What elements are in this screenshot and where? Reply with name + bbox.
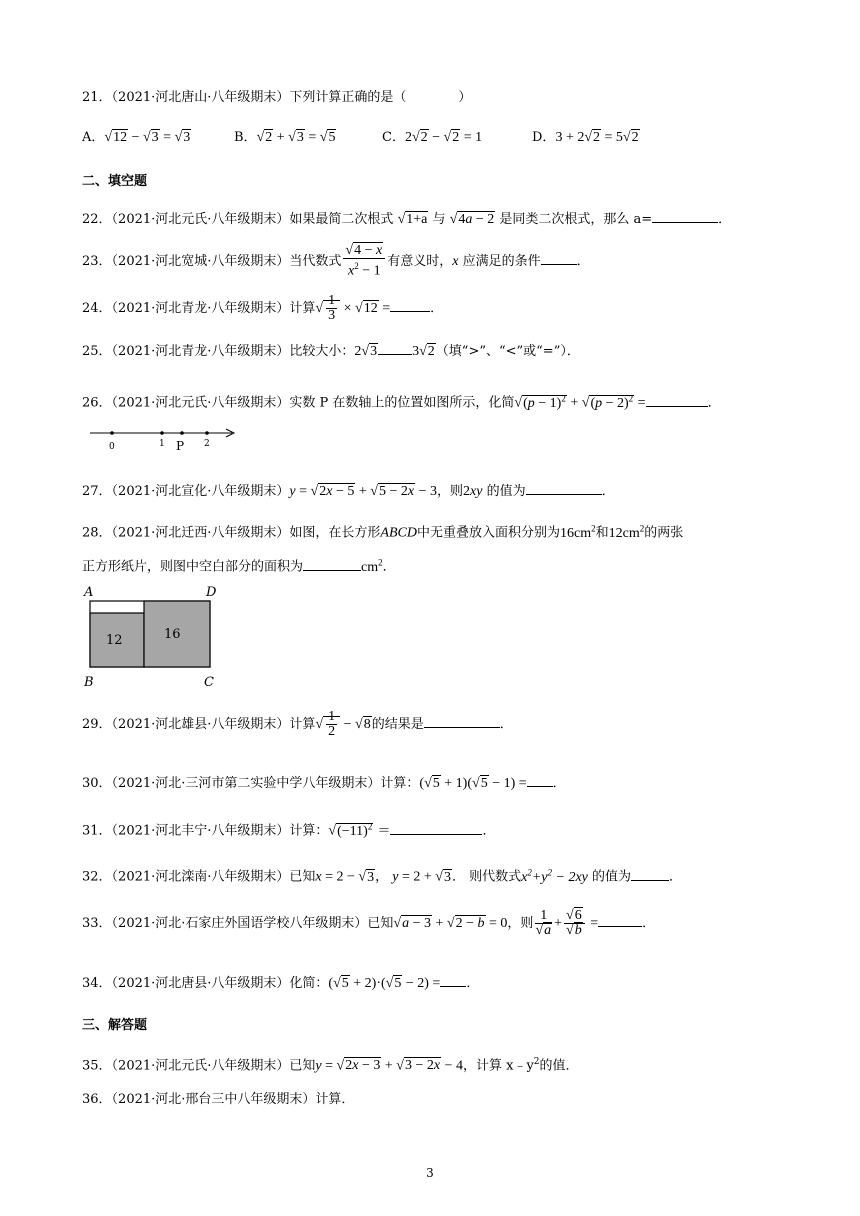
svg-text:B: B [84, 675, 94, 690]
rectangle-figure [80, 582, 230, 692]
question-35: 35．（2021·河北元氏·八年级期末）已知y = √2x − 3 + √3 − 2x − 4，计算 $x﹣y^2$的值． [82, 1057, 579, 1074]
svg-text:D: D [206, 585, 217, 600]
question-21 [82, 88, 471, 108]
option-c: C．2√2 − √2 = 1 [382, 130, 483, 145]
question-28: 28．（2021·河北迁西·八年级期末）如图，在长方形ABCD中无重叠放入面积分别为$16cm^2$和$12cm^2$的两张 [82, 523, 684, 541]
answer-blank[interactable] [378, 340, 412, 355]
question-source: （2021·河北青龙·八年级期末） [111, 344, 290, 359]
question-34: 34．（2021·河北唐县·八年级期末）化简：(√5 + 2)·(√5 − 2) = ． [82, 972, 479, 994]
question-30: 30．（2021·河北·三河市第二实验中学八年级期末）计算：(√5 + 1)(√5 − 1) = ． [82, 772, 566, 794]
answer-blank[interactable] [303, 556, 361, 571]
section-fill-in: 二、填空题 [82, 174, 148, 189]
answer-blank[interactable] [652, 208, 718, 223]
question-source: （2021·河北宣化·八年级期末） [111, 484, 290, 499]
question-33: 33．（2021·河北·石家庄外国语学校八年级期末）已知√a − 3 + √2 − b = 0，则 $\frac{1}{√a}$ + $\frac{√6}{√b}$ = ． [82, 908, 656, 939]
question-24: 24．（2021·河北青龙·八年级期末）计算√ $\frac{1}{3}$ × √12 = ． [82, 293, 444, 324]
svg-text:12: 12 [106, 633, 123, 648]
question-source: （2021·河北元氏·八年级期末） [111, 395, 290, 411]
answer-blank[interactable] [440, 972, 466, 987]
question-36: 36．（2021·河北·邢台三中八年级期末）计算． [82, 1092, 355, 1107]
question-28-line-2: 正方形纸片，则图中空白部分的面积为 $cm^2$． [82, 557, 396, 575]
svg-text:C: C [204, 675, 214, 690]
tick-2: 2 [204, 439, 210, 449]
option-a: A．√12 − √3 = √3 [82, 130, 191, 145]
answer-blank[interactable] [631, 866, 669, 881]
tick-0: 0 [109, 442, 115, 452]
question-22: 22．（2021·河北元氏·八年级期末）如果最简二次根式 √1+a 与 √4a − 2 是同类二次根式，那么 a= ． [82, 208, 731, 230]
number-line-figure [86, 422, 246, 452]
option-b: B．√2 + √3 = √5 [234, 130, 336, 145]
question-25: 25．（2021·河北青龙·八年级期末）比较大小：2√3 3√2（填“>”、“<”或“=”）． [82, 340, 580, 362]
question-source: （2021·河北唐县·八年级期末） [111, 976, 290, 991]
question-source: （2021·河北雄县·八年级期末） [111, 717, 290, 732]
question-source: （2021·河北·邢台三中八年级期末） [111, 1092, 316, 1107]
question-source: （2021·河北唐山·八年级期末） [111, 90, 290, 105]
answer-blank[interactable] [541, 250, 577, 265]
svg-text:A: A [84, 585, 94, 600]
question-source: （2021·河北·石家庄外国语学校八年级期末） [111, 916, 368, 931]
question-source: （2021·河北宽城·八年级期末） [111, 254, 290, 269]
question-source: （2021·河北元氏·八年级期末） [111, 212, 290, 227]
page-number: 3 [426, 1166, 434, 1180]
question-source: （2021·河北·三河市第二实验中学八年级期末） [111, 776, 381, 791]
answer-blank[interactable] [424, 713, 500, 728]
question-31: 31．（2021·河北丰宁·八年级期末）计算：$√(-11)^2$ ＝ ． [82, 821, 496, 839]
answer-blank[interactable] [646, 392, 708, 407]
question-32: 32．（2021·河北滦南·八年级期末）已知x = 2 − √3， y = 2 + √3． 则代数式$x^2+y^2 - 2xy$ 的值为 ． [82, 867, 683, 885]
answer-blank[interactable] [390, 297, 430, 312]
question-23: 23．（2021·河北宽城·八年级期末）当代数式 $\frac{√4 - x}{x^2 - 1}$ 有意义时，x 应满足的条件 ． [82, 243, 590, 279]
question-26: 26．（2021·河北元氏·八年级期末）实数 P 在数轴上的位置如图所示，化简$√(p - 1)^2 + √(p - 2)^2$ = ． [82, 393, 721, 411]
question-29: 29．（2021·河北雄县·八年级期末）计算√ $\frac{1}{2}$ − √8的结果是 ． [82, 709, 513, 740]
question-source: （2021·河北青龙·八年级期末） [111, 301, 290, 316]
answer-blank[interactable] [390, 820, 482, 835]
question-21-options [82, 128, 640, 148]
question-number: 21． [82, 90, 112, 105]
answer-blank[interactable] [527, 772, 553, 787]
question-source: （2021·河北元氏·八年级期末） [111, 1058, 290, 1074]
tick-1: 1 [159, 439, 165, 449]
option-d: D．3 + 2√2 = 5√2 [532, 130, 639, 145]
answer-blank[interactable] [598, 912, 642, 927]
question-text: 下列计算正确的是（ ） [289, 90, 472, 105]
question-source: （2021·河北丰宁·八年级期末） [111, 823, 290, 839]
svg-text:16: 16 [164, 627, 181, 642]
answer-blank[interactable] [526, 480, 602, 495]
point-p-label: P [176, 439, 185, 452]
question-source: （2021·河北迁西·八年级期末） [111, 525, 290, 541]
question-source: （2021·河北滦南·八年级期末） [111, 869, 290, 885]
section-answer: 三、解答题 [82, 1018, 148, 1033]
question-27: 27．（2021·河北宣化·八年级期末）y = √2x − 5 + √5 − 2x − 3，则2xy 的值为 ． [82, 480, 615, 502]
